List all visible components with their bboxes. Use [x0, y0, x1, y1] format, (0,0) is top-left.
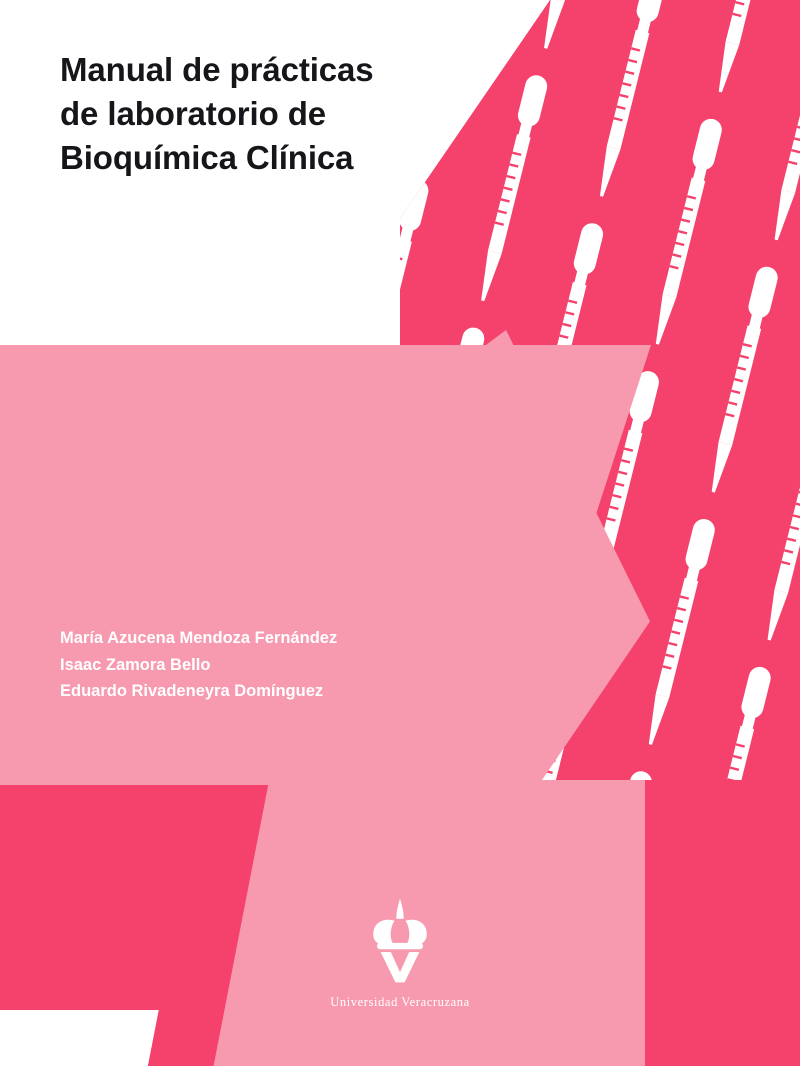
title-line-2: de laboratorio de	[60, 95, 327, 133]
fleur-de-lis-v-logo-icon	[354, 895, 446, 987]
author-list	[60, 625, 480, 705]
title-line-3: Bioquímica Clínica	[60, 139, 354, 177]
author-1: María Azucena Mendoza Fernández	[60, 629, 338, 647]
author-3: Eduardo Rivadeneyra Domínguez	[60, 682, 324, 701]
publisher-logo	[0, 895, 800, 1010]
author-2: Isaac Zamora Bello	[60, 655, 211, 674]
title-line-1: Manual de prácticas	[60, 51, 374, 88]
white-corner-notch	[0, 1010, 159, 1066]
page-title	[60, 48, 480, 181]
publisher-name: Universidad Veracruzana	[330, 995, 470, 1009]
